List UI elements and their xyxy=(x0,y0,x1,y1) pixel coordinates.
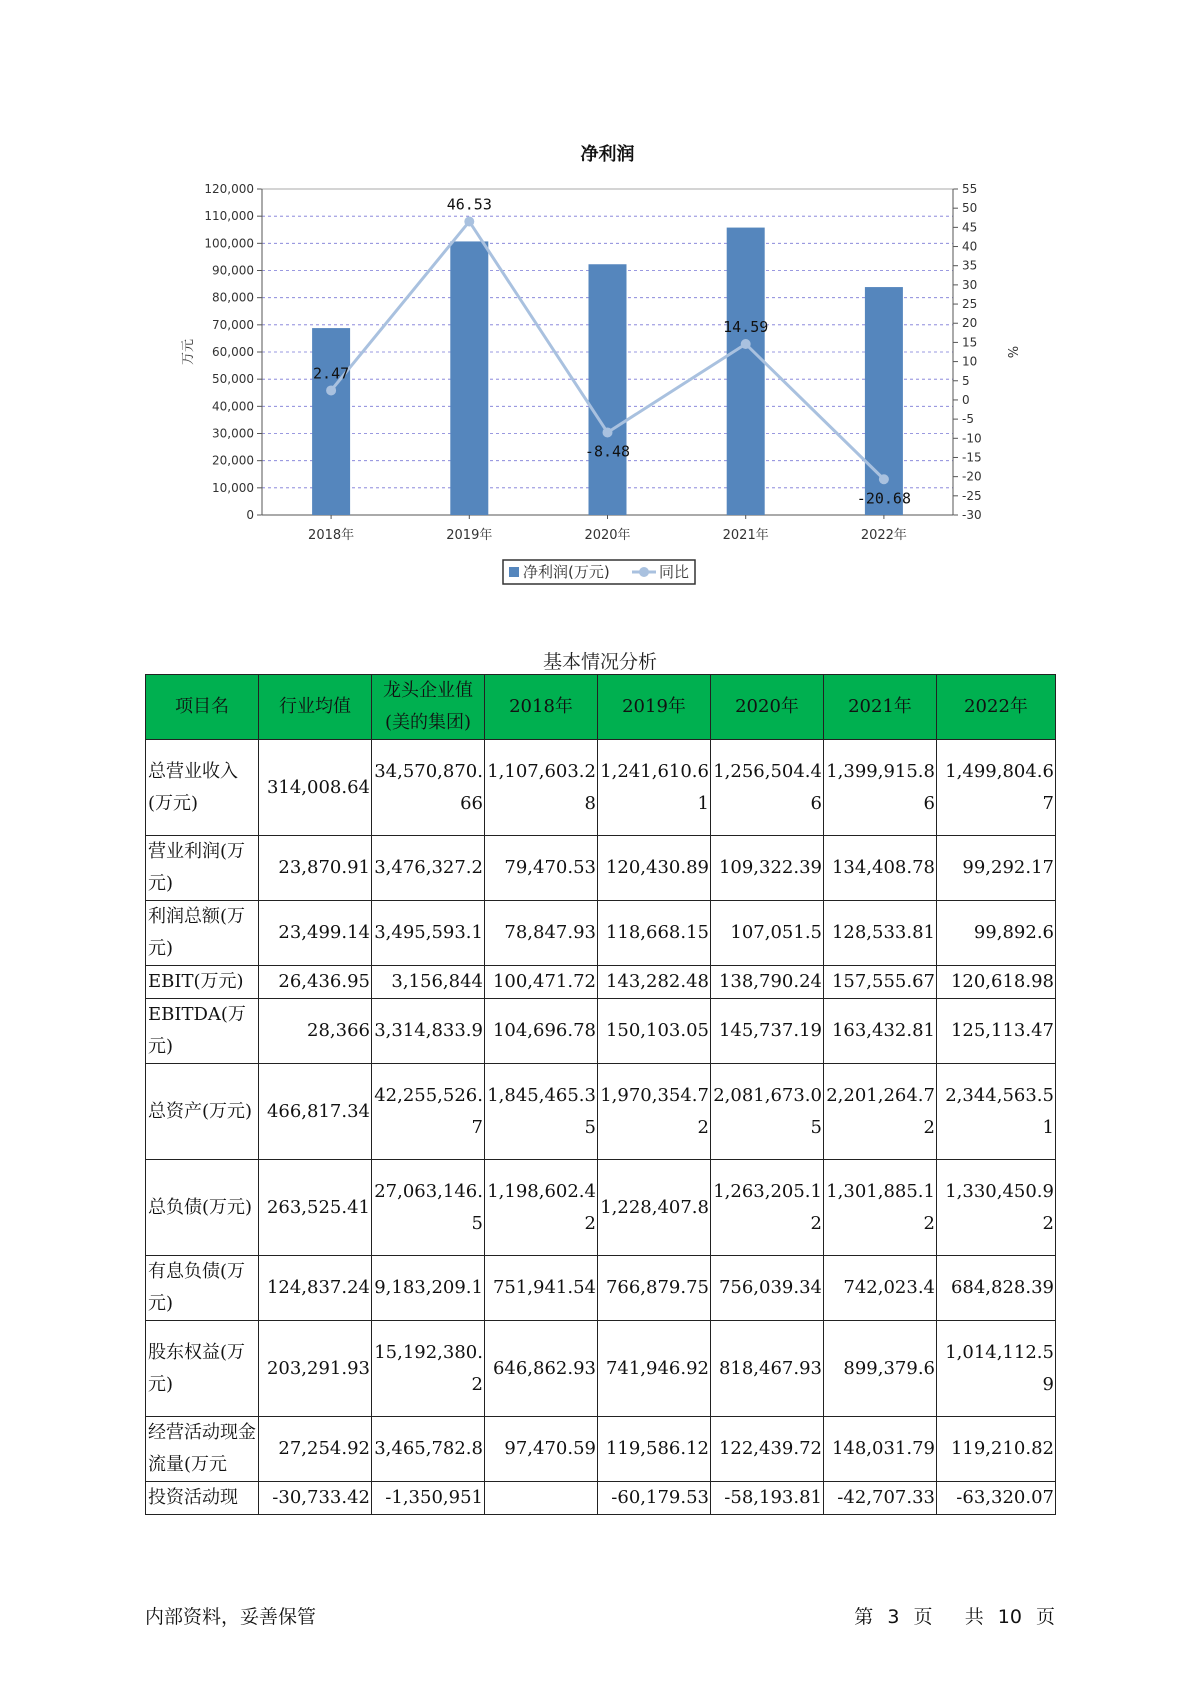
y2-tick-label: 35 xyxy=(962,258,978,273)
row-label: 股东权益(万元) xyxy=(146,1321,259,1417)
y-tick-label: 50,000 xyxy=(212,372,254,387)
table-cell: 27,063,146.5 xyxy=(372,1160,485,1256)
bar xyxy=(589,264,627,515)
table-cell xyxy=(485,1482,598,1515)
table-cell: 128,533.81 xyxy=(824,901,937,966)
table-cell: 1,399,915.86 xyxy=(824,740,937,836)
header-industry-avg: 行业均值 xyxy=(259,675,372,740)
y-tick-label: 90,000 xyxy=(212,263,254,278)
row-label: EBIT(万元) xyxy=(146,966,259,999)
y2-axis-label: % xyxy=(1004,345,1019,359)
table-cell: 1,256,504.46 xyxy=(711,740,824,836)
y2-tick-label: 30 xyxy=(962,277,978,292)
table-cell: 1,263,205.12 xyxy=(711,1160,824,1256)
table-cell: 163,432.81 xyxy=(824,999,937,1064)
table-cell: 150,103.05 xyxy=(598,999,711,1064)
y-tick-label: 80,000 xyxy=(212,290,254,305)
yoy-label: -20.68 xyxy=(856,489,911,508)
row-label: 总负债(万元) xyxy=(146,1160,259,1256)
table-cell: 742,023.4 xyxy=(824,1256,937,1321)
page-unit: 页 xyxy=(913,1606,933,1628)
header-2020: 2020年 xyxy=(711,675,824,740)
y2-tick-label: -30 xyxy=(962,508,982,522)
table-cell: 1,241,610.61 xyxy=(598,740,711,836)
table-cell: 9,183,209.1 xyxy=(372,1256,485,1321)
table-cell: 119,210.82 xyxy=(937,1417,1056,1482)
table-cell: 899,379.6 xyxy=(824,1321,937,1417)
table-cell: 2,201,264.72 xyxy=(824,1064,937,1160)
basic-analysis-table xyxy=(145,674,1056,1515)
y-axis-label: 万元 xyxy=(181,338,196,366)
table-cell: 1,845,465.35 xyxy=(485,1064,598,1160)
header-2021: 2021年 xyxy=(824,675,937,740)
y2-tick-label: 20 xyxy=(962,316,978,331)
table-cell: 751,941.54 xyxy=(485,1256,598,1321)
table-cell: -30,733.42 xyxy=(259,1482,372,1515)
table-cell: 143,282.48 xyxy=(598,966,711,999)
table-cell: 79,470.53 xyxy=(485,836,598,901)
table-cell: 2,081,673.05 xyxy=(711,1064,824,1160)
table-cell: 1,228,407.8 xyxy=(598,1160,711,1256)
table-row xyxy=(146,999,1056,1064)
row-label: 经营活动现金流量(万元 xyxy=(146,1417,259,1482)
legend-bar-swatch xyxy=(509,567,519,577)
y-tick-label: 100,000 xyxy=(204,236,254,251)
table-cell: 3,156,844 xyxy=(372,966,485,999)
y2-tick-label: -10 xyxy=(962,431,982,446)
table-header-row xyxy=(146,675,1056,740)
table-cell: 100,471.72 xyxy=(485,966,598,999)
x-tick-label: 2019年 xyxy=(446,528,493,543)
yoy-label: 2.47 xyxy=(313,364,350,383)
table-cell: 23,870.91 xyxy=(259,836,372,901)
yoy-point xyxy=(464,216,474,226)
table-cell: 2,344,563.51 xyxy=(937,1064,1056,1160)
table-cell: 99,292.17 xyxy=(937,836,1056,901)
row-label: EBITDA(万元) xyxy=(146,999,259,1064)
table-title: 基本情况分析 xyxy=(542,651,657,673)
y2-tick-label: 0 xyxy=(962,392,970,407)
footer-confidential: 内部资料，妥善保管 xyxy=(145,1606,317,1628)
table-row xyxy=(146,1256,1056,1321)
table-cell: 3,465,782.8 xyxy=(372,1417,485,1482)
table-cell: 42,255,526.7 xyxy=(372,1064,485,1160)
table-cell: 104,696.78 xyxy=(485,999,598,1064)
table-cell: 120,618.98 xyxy=(937,966,1056,999)
table-cell: -1,350,951 xyxy=(372,1482,485,1515)
table-cell: 466,817.34 xyxy=(259,1064,372,1160)
yoy-label: 14.59 xyxy=(723,317,769,336)
header-leader: 龙头企业值(美的集团) xyxy=(372,675,485,740)
table-cell: 1,198,602.42 xyxy=(485,1160,598,1256)
y2-tick-label: 25 xyxy=(962,297,978,312)
table-row xyxy=(146,1321,1056,1417)
row-label: 总资产(万元) xyxy=(146,1064,259,1160)
table-cell: 99,892.6 xyxy=(937,901,1056,966)
page-prefix: 第 xyxy=(854,1606,874,1628)
y2-tick-label: 5 xyxy=(962,373,970,388)
table-cell: 756,039.34 xyxy=(711,1256,824,1321)
header-2022: 2022年 xyxy=(937,675,1056,740)
table-cell: 3,476,327.2 xyxy=(372,836,485,901)
table-cell: 203,291.93 xyxy=(259,1321,372,1417)
table-cell: 118,668.15 xyxy=(598,901,711,966)
table-row xyxy=(146,901,1056,966)
table-cell: 1,014,112.59 xyxy=(937,1321,1056,1417)
header-item: 项目名 xyxy=(146,675,259,740)
table-cell: 3,495,593.1 xyxy=(372,901,485,966)
table-cell: 119,586.12 xyxy=(598,1417,711,1482)
y-tick-label: 40,000 xyxy=(212,399,254,414)
table-cell: 646,862.93 xyxy=(485,1321,598,1417)
table-cell: -60,179.53 xyxy=(598,1482,711,1515)
table-cell: 134,408.78 xyxy=(824,836,937,901)
y2-tick-label: 45 xyxy=(962,220,978,235)
table-cell: 263,525.41 xyxy=(259,1160,372,1256)
y2-tick-label: 15 xyxy=(962,335,978,350)
y2-tick-label: -15 xyxy=(962,450,982,465)
y2-tick-label: -5 xyxy=(962,412,974,427)
yoy-point xyxy=(741,339,751,349)
yoy-label: -8.48 xyxy=(584,442,631,461)
table-cell: 109,322.39 xyxy=(711,836,824,901)
y-tick-label: 0 xyxy=(246,508,254,522)
header-2019: 2019年 xyxy=(598,675,711,740)
yoy-point xyxy=(879,474,889,484)
yoy-point xyxy=(326,385,336,395)
y2-tick-label: 50 xyxy=(962,201,978,216)
bar xyxy=(450,241,488,515)
x-tick-label: 2020年 xyxy=(584,528,631,543)
table-cell: 125,113.47 xyxy=(937,999,1056,1064)
row-label: 投资活动现 xyxy=(146,1482,259,1515)
table-cell: 766,879.75 xyxy=(598,1256,711,1321)
table-cell: 1,330,450.92 xyxy=(937,1160,1056,1256)
table-row xyxy=(146,740,1056,836)
table-cell: 1,970,354.72 xyxy=(598,1064,711,1160)
table-cell: 3,314,833.9 xyxy=(372,999,485,1064)
total-pages: 10 xyxy=(997,1606,1022,1628)
table-cell: 78,847.93 xyxy=(485,901,598,966)
table-cell: 97,470.59 xyxy=(485,1417,598,1482)
row-label: 总营业收入(万元) xyxy=(146,740,259,836)
table-cell: 741,946.92 xyxy=(598,1321,711,1417)
legend-label-bar: 净利润(万元) xyxy=(523,563,610,581)
y2-tick-label: -20 xyxy=(962,469,982,484)
row-label: 利润总额(万元) xyxy=(146,901,259,966)
x-tick-label: 2022年 xyxy=(860,528,907,543)
y-tick-label: 30,000 xyxy=(212,426,254,441)
table-cell: 1,301,885.12 xyxy=(824,1160,937,1256)
y-tick-label: 60,000 xyxy=(212,345,254,359)
table-cell: 28,366 xyxy=(259,999,372,1064)
yoy-label: 46.53 xyxy=(446,195,492,214)
total-unit: 页 xyxy=(1035,1606,1055,1628)
table-cell: -42,707.33 xyxy=(824,1482,937,1515)
table-cell: 122,439.72 xyxy=(711,1417,824,1482)
table-cell: 138,790.24 xyxy=(711,966,824,999)
table-cell: 23,499.14 xyxy=(259,901,372,966)
y2-tick-label: 10 xyxy=(962,354,978,369)
total-prefix: 共 xyxy=(964,1606,984,1628)
table-cell: 818,467.93 xyxy=(711,1321,824,1417)
y-tick-label: 10,000 xyxy=(212,480,254,495)
table-cell: 145,737.19 xyxy=(711,999,824,1064)
y2-tick-label: 40 xyxy=(962,239,978,254)
table-cell: 124,837.24 xyxy=(259,1256,372,1321)
table-row xyxy=(146,1482,1056,1515)
table-cell: 1,107,603.28 xyxy=(485,740,598,836)
x-tick-label: 2018年 xyxy=(308,528,355,543)
row-label: 有息负债(万元) xyxy=(146,1256,259,1321)
page-number: 3 xyxy=(887,1606,900,1628)
table-cell: 684,828.39 xyxy=(937,1256,1056,1321)
x-tick-label: 2021年 xyxy=(722,528,769,543)
legend-label-line: 同比 xyxy=(659,563,690,581)
chart-title: 净利润 xyxy=(580,144,635,165)
table-cell: 15,192,380.2 xyxy=(372,1321,485,1417)
bar xyxy=(727,228,765,515)
y2-tick-label: 55 xyxy=(962,182,978,196)
footer-page-info xyxy=(854,1602,1055,1629)
table-row xyxy=(146,1064,1056,1160)
table-cell: 27,254.92 xyxy=(259,1417,372,1482)
table-cell: 1,499,804.67 xyxy=(937,740,1056,836)
table-cell: -58,193.81 xyxy=(711,1482,824,1515)
table-cell: 34,570,870.66 xyxy=(372,740,485,836)
row-label: 营业利润(万元) xyxy=(146,836,259,901)
y-tick-label: 110,000 xyxy=(204,209,254,224)
legend-line-marker xyxy=(639,567,649,577)
table-cell: 120,430.89 xyxy=(598,836,711,901)
y2-tick-label: -25 xyxy=(962,488,982,503)
table-cell: 314,008.64 xyxy=(259,740,372,836)
table-row xyxy=(146,966,1056,999)
net-profit-chart xyxy=(0,0,1191,600)
table-row xyxy=(146,1417,1056,1482)
table-cell: 148,031.79 xyxy=(824,1417,937,1482)
yoy-point xyxy=(603,427,613,437)
y-tick-label: 120,000 xyxy=(204,182,254,196)
bar xyxy=(312,328,350,515)
chart-svg xyxy=(0,0,1191,600)
table-cell: 26,436.95 xyxy=(259,966,372,999)
table-row xyxy=(146,1160,1056,1256)
header-2018: 2018年 xyxy=(485,675,598,740)
y-tick-label: 20,000 xyxy=(212,453,254,468)
y-tick-label: 70,000 xyxy=(212,317,254,332)
table-cell: 157,555.67 xyxy=(824,966,937,999)
table-cell: -63,320.07 xyxy=(937,1482,1056,1515)
table-row xyxy=(146,836,1056,901)
table-cell: 107,051.5 xyxy=(711,901,824,966)
